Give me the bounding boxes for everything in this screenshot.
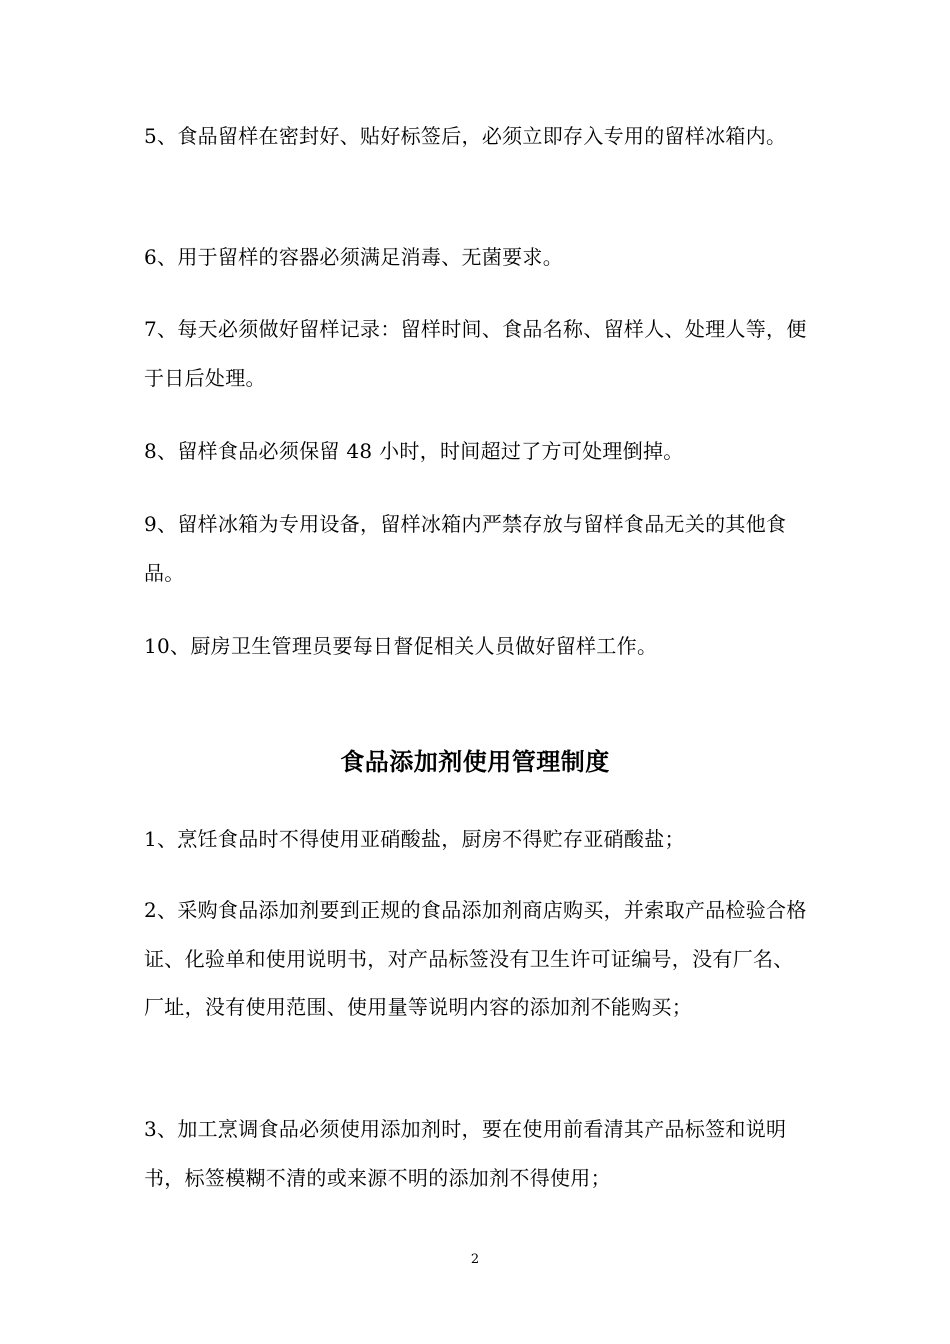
additive-rule-1: 1、烹饪食品时不得使用亚硝酸盐，厨房不得贮存亚硝酸盐； [144,827,685,851]
rule-item-6: 6、用于留样的容器必须满足消毒、无菌要求。 [144,245,564,269]
rule-item-8: 8、留样食品必须保留 48 小时，时间超过了方可处理倒掉。 [144,439,684,463]
additive-rule-3: 3、加工烹调食品必须使用添加剂时，要在使用前看清其产品标签和说明书，标签模糊不清的或来源不明的添加剂不得使用； [144,1117,787,1190]
rule-item-9: 9、留样冰箱为专用设备，留样冰箱内严禁存放与留样食品无关的其他食品。 [144,512,787,585]
rule-item-7: 7、每天必须做好留样记录：留样时间、食品名称、留样人、处理人等，便于日后处理。 [144,317,807,390]
additive-rule-2: 2、采购食品添加剂要到正规的食品添加剂商店购买，并索取产品检验合格证、化验单和使用说明书，对产品标签没有卫生许可证编号，没有厂名、厂址，没有使用范围、使用量等说明内容的添加剂不能购买； [144,898,807,1019]
section-title: 食品添加剂使用管理制度 [340,747,610,776]
rule-item-5: 5、食品留样在密封好、贴好标签后，必须立即存入专用的留样冰箱内。 [144,124,787,148]
rule-item-10: 10、厨房卫生管理员要每日督促相关人员做好留样工作。 [144,634,658,658]
page-number: 2 [470,1252,480,1267]
